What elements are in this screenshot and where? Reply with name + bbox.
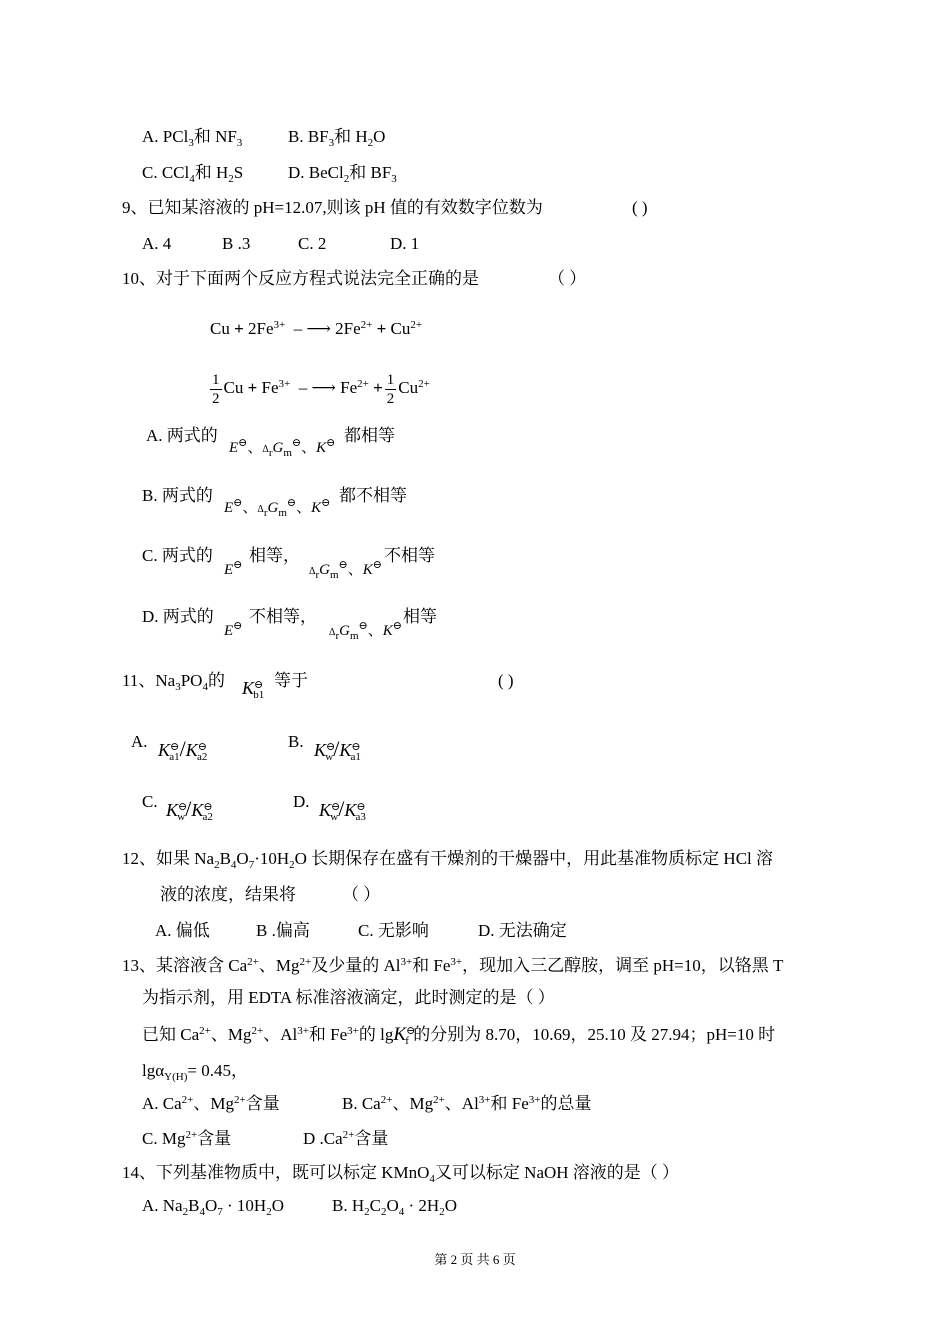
q12-option-d: D. 无法确定 — [478, 921, 567, 940]
q10-option-d: D. 两式的 — [142, 607, 214, 626]
q14-stem: 14、下列基准物质中，既可以标定 KMnO$_4$又可以标定 NaOH 溶液的是（ ） — [122, 1163, 680, 1185]
q10-equation-2: $\frac{1}{2}$ $Cu + Fe^{3+}$ – ⟶ $Fe^{2+}$ + $\frac{1}{2}$ $Cu^{2+}$ — [212, 371, 430, 407]
q12-option-a: A. 偏低 — [155, 921, 210, 940]
q12-option-b: B .偏高 — [256, 921, 310, 940]
q10-c-e-symbol: E⊖ — [224, 559, 243, 578]
q11-stem: 11、$Na_3PO_4$的 — [122, 671, 225, 693]
q13-stem: 13、某溶液含 $Ca^{2+}$、$Mg^{2+}$及少量的 $Al^{3+}$和 $Fe^{3+}$，现加入三乙醇胺，调至 pH=10，以铬黑 T — [122, 956, 784, 975]
q10-d-gk-symbols: $\Delta_rG_m^⊖$、K⊖ — [329, 620, 402, 642]
q10-bracket: （ ） — [548, 269, 587, 288]
q11-option-d-label: D. — [293, 792, 310, 811]
q11-option-c-label: C. — [142, 792, 158, 811]
q12-bracket: （ ） — [342, 885, 381, 904]
q13-option-c: C. $Mg^{2+}$含量 — [142, 1129, 232, 1148]
q13-given-line: 已知 $Ca^{2+}$、$Mg^{2+}$、$Al^{3+}$和 $Fe^{3+}$的 lgK⊖$_f$ 的分别为 8.70，10.69，25.10 及 27.94；pH=10 时 — [142, 1024, 776, 1047]
q10-c-post: 不相等 — [384, 546, 435, 565]
q11-bracket: ( ) — [498, 671, 514, 690]
q11-stem-post: 等于 — [274, 671, 308, 690]
q10-c-gk-symbols: $\Delta_rG_m^⊖$、K⊖ — [309, 559, 382, 581]
q9-option-a: A. 4 — [142, 234, 172, 253]
q10-option-a: A. 两式的 — [146, 426, 218, 445]
q13-option-a: A. $Ca^{2+}$、$Mg^{2+}$含量 — [142, 1094, 280, 1113]
q9-option-c: C. 2 — [298, 234, 327, 253]
q11-option-b-label: B. — [288, 732, 304, 751]
q12-stem-line2: 液的浓度，结果将 — [160, 885, 296, 904]
q10-b-post: 都不相等 — [339, 486, 407, 505]
q13-option-b: B. $Ca^{2+}$、$Mg^{2+}$、$Al^{3+}$和 $Fe^{3+}$的总量 — [342, 1094, 592, 1113]
q10-option-c: C. 两式的 — [142, 546, 213, 565]
q10-d-mid: 不相等， — [249, 607, 317, 626]
q10-c-mid: 相等， — [249, 546, 300, 565]
page-footer: 第 2 页 共 6 页 — [434, 1252, 516, 1267]
q10-stem: 10、对于下面两个反应方程式说法完全正确的是 — [122, 269, 479, 288]
q11-option-a-expr: $K^⊖_{a1}/K^⊖_{a2}$ — [158, 736, 208, 763]
q8-option-c: C. CCl$_4$和 $H_2S$ — [142, 163, 244, 185]
q13-lgalpha-line: lgα$_{Y(H)}$= 0.45， — [142, 1061, 248, 1083]
q10-d-post: 相等 — [403, 607, 437, 626]
q14-option-b: B. $H_2C_2O_4 \cdot 2H_2O$ — [332, 1196, 457, 1218]
q9-bracket: ( ) — [632, 198, 648, 217]
q12-option-c: C. 无影响 — [358, 921, 429, 940]
half-fraction: $\frac{1}{2}$ — [212, 371, 220, 407]
q11-option-a-label: A. — [131, 732, 148, 751]
q9-option-d: D. 1 — [390, 234, 420, 253]
q13-stem-line2: 为指示剂，用 EDTA 标准溶液滴定，此时测定的是（ ） — [142, 988, 555, 1007]
q8-option-b: B. $BF_3$和 $H_2O$ — [288, 127, 386, 149]
q9-stem: 9、已知某溶液的 pH=12.07,则该 pH 值的有效数字位数为 — [122, 198, 543, 217]
q11-option-c-expr: $K^⊖_w/K^⊖_{a2}$ — [166, 796, 213, 823]
q11-kb1-symbol: $K^⊖_{b1}$ — [242, 678, 265, 701]
q9-option-b: B .3 — [222, 234, 251, 253]
q10-a-post: 都相等 — [344, 426, 395, 445]
q14-option-a: A. $Na_2B_4O_7 \cdot 10H_2O$ — [142, 1196, 284, 1218]
q10-d-e-symbol: E⊖ — [224, 620, 243, 639]
q10-equation-1: $Cu + 2Fe^{3+}$ – ⟶ $2Fe^{2+} + Cu^{2+}$ — [210, 319, 423, 338]
q8-option-a: A. PCl$_3$和 $NF_3$ — [142, 127, 243, 149]
q10-option-b: B. 两式的 — [142, 486, 213, 505]
q11-option-d-expr: $K^⊖_w/K^⊖_{a3}$ — [319, 796, 366, 823]
q8-option-d: D. BeCl$_2$和 $BF_3$ — [288, 163, 397, 185]
q13-option-d: D $.Ca^{2+}$含量 — [303, 1129, 389, 1148]
q12-stem: 12、如果 $Na_2B_4O_7\cdot 10H_2O$ 长期保存在盛有干燥剂的干燥器中，用此基准物质标定 HCl 溶 — [122, 849, 774, 871]
q10-b-symbols: E⊖、$\Delta_rG_m^⊖$、K⊖ — [224, 497, 331, 519]
half-fraction: $\frac{1}{2}$ — [386, 371, 395, 407]
q10-a-symbols: E⊖、$\Delta_rG_m^⊖$、K⊖ — [229, 437, 336, 459]
q11-option-b-expr: $K^⊖_w/K^⊖_{a1}$ — [314, 736, 361, 763]
